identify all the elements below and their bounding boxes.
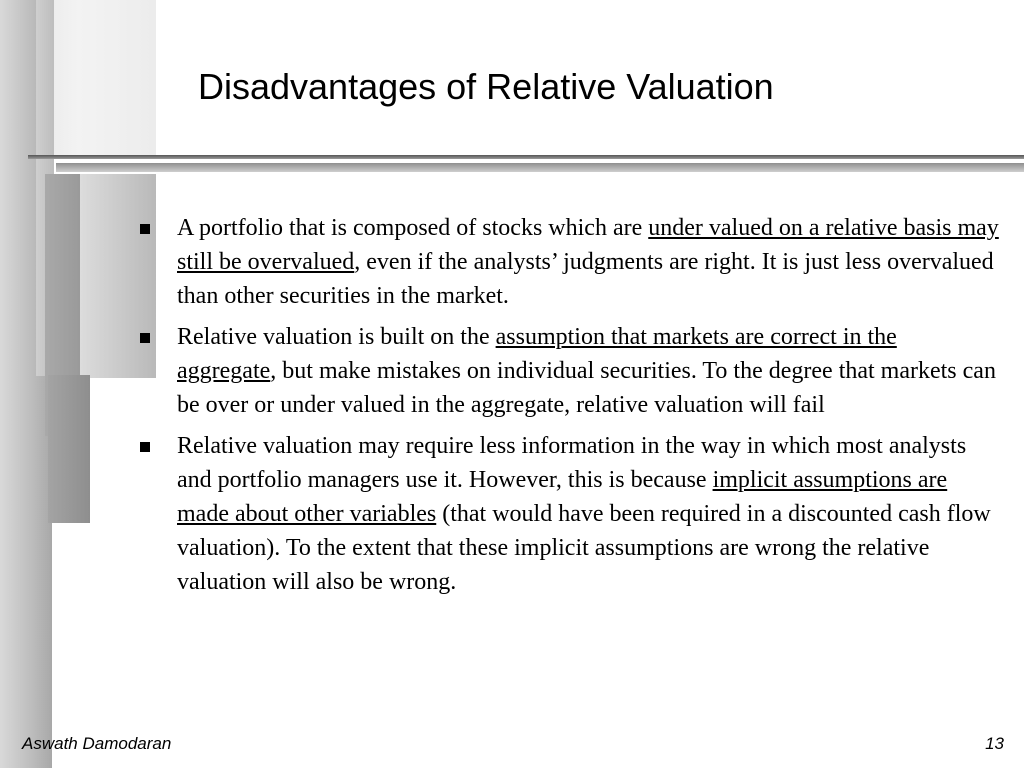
bullet-text-underlined: implicit assumptions are made about other variables <box>177 467 948 527</box>
square-bullet-icon <box>140 442 150 452</box>
slide-title: Disadvantages of Relative Valuation <box>198 66 774 107</box>
bullet-text-post: , even if the analysts’ judgments are right. It is just less overvalued than other securities in the market. <box>177 249 994 309</box>
bullet-text-underlined: assumption that markets are correct in the aggregate <box>177 324 897 384</box>
title-divider-shadow <box>56 163 1024 172</box>
bullet-text-post: (that would have been required in a discounted cash flow valuation). To the extent that these implicit assumptions are wrong the relative valuation will also be wrong. <box>177 501 991 595</box>
bullet-text <box>177 215 999 309</box>
bullet-text-pre: Relative valuation is built on the <box>177 324 496 350</box>
bullet-text-underlined: under valued on a relative basis may still be overvalued <box>177 215 999 275</box>
bullet-item <box>140 320 1000 422</box>
title-divider <box>28 155 1024 159</box>
bullet-text <box>177 324 996 418</box>
square-bullet-icon <box>140 224 150 234</box>
bullet-list <box>140 211 1000 606</box>
bullet-item <box>140 429 1000 599</box>
bullet-text-post: , but make mistakes on individual securities. To the degree that markets can be over or under valued in the aggregate, relative valuation will fail <box>177 358 996 418</box>
bullet-text <box>177 433 991 595</box>
square-bullet-icon <box>140 333 150 343</box>
bullet-item <box>140 211 1000 313</box>
bullet-text-pre: Relative valuation may require less information in the way in which most analysts and portfolio managers use it. However, this is because <box>177 433 967 493</box>
decorative-bar <box>48 375 90 523</box>
bullet-text-pre: A portfolio that is composed of stocks which are <box>177 215 649 241</box>
page-number: 13 <box>985 734 1004 753</box>
footer-author: Aswath Damodaran <box>22 734 172 753</box>
